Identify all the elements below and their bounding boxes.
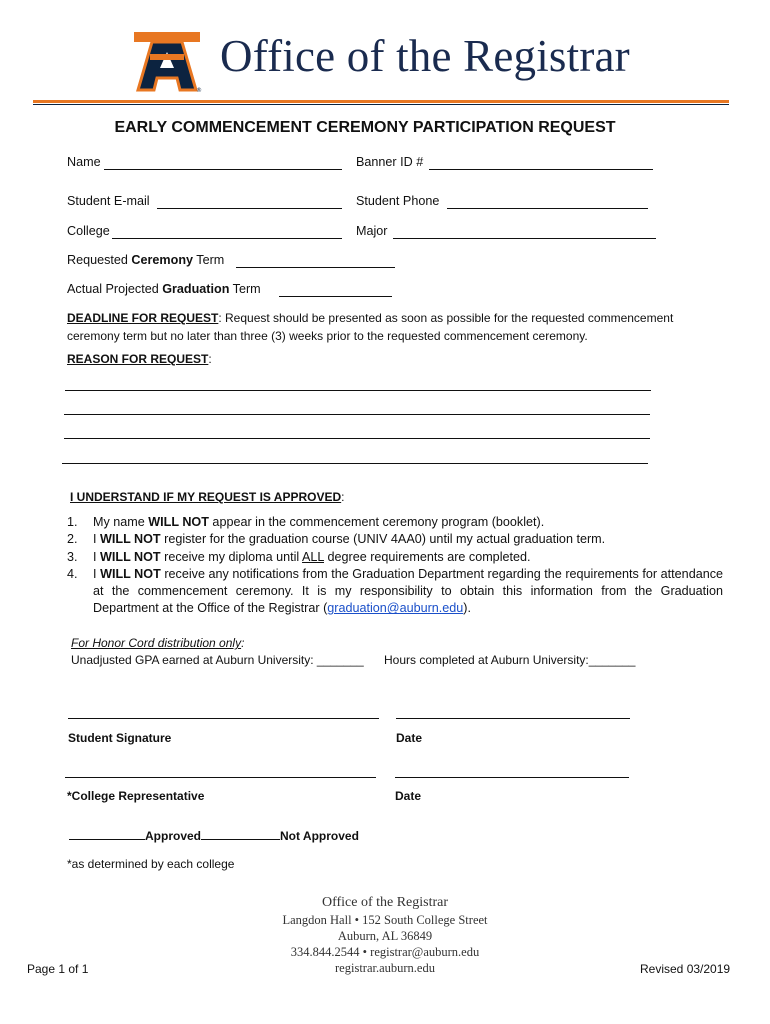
- list-item: 2. I WILL NOT register for the graduation course (UNIV 4AA0) until my actual graduation term.: [67, 532, 606, 547]
- not-approved-blank[interactable]: [201, 827, 280, 840]
- office-title: Office of the Registrar: [220, 31, 630, 81]
- hours-field[interactable]: Hours completed at Auburn University:_______: [384, 653, 636, 667]
- requested-term-label: Requested Ceremony Term: [67, 253, 225, 267]
- revised-date: Revised 03/2019: [640, 962, 731, 976]
- not-approved-label: Not Approved: [280, 829, 359, 843]
- banner-id-label: Banner ID #: [356, 155, 424, 169]
- form-title: EARLY COMMENCEMENT CEREMONY PARTICIPATION REQUEST: [114, 119, 616, 136]
- understand-list: [67, 514, 723, 618]
- banner-id-field[interactable]: [429, 169, 653, 170]
- auburn-logo: [130, 30, 204, 94]
- deadline-text: : Request should be presented as soon as possible for the requested commencement ceremony term but no later than three (3) weeks prior to the requested commencement ceremony.: [67, 311, 674, 343]
- list-item: 4. I WILL NOT receive any notifications from the Graduation Department regarding the requirements for attendance at the commencement ceremony. It is my responsibility to obtain this information from the Graduation Department at the Office of the Registrar (graduation@auburn.edu).: [67, 566, 724, 616]
- list-item: 1. My name WILL NOT appear in the commencement ceremony program (booklet).: [67, 515, 545, 529]
- graduation-email-link[interactable]: graduation@auburn.edu: [327, 601, 464, 616]
- reason-line-4[interactable]: [62, 463, 648, 464]
- footer-contact: 334.844.2544 • registrar@auburn.edu: [290, 945, 480, 959]
- reason-line-3[interactable]: [64, 438, 650, 439]
- deadline-paragraph: [67, 310, 707, 345]
- date-label-1: Date: [396, 731, 423, 745]
- list-item: 3. I WILL NOT receive my diploma until ALL degree requirements are completed.: [67, 549, 531, 564]
- major-field[interactable]: [393, 238, 656, 239]
- svg-text:®: ®: [196, 87, 202, 94]
- approval-row: [69, 827, 359, 843]
- footer-address1: Langdon Hall • 152 South College Street: [282, 913, 488, 927]
- college-label: College: [67, 224, 110, 238]
- student-email-field[interactable]: [157, 208, 342, 209]
- footer-office: Office of the Registrar: [321, 895, 449, 910]
- approved-blank[interactable]: [69, 827, 145, 840]
- approved-label: Approved: [145, 829, 202, 843]
- footer-address2: Auburn, AL 36849: [337, 929, 433, 943]
- page-number: Page 1 of 1: [27, 962, 89, 976]
- student-signature-line[interactable]: [68, 718, 379, 719]
- date-label-2: Date: [395, 789, 422, 803]
- understand-label: I UNDERSTAND IF MY REQUEST IS APPROVED:: [70, 490, 345, 504]
- honor-cord-label: For Honor Cord distribution only:: [71, 636, 245, 650]
- deadline-label: DEADLINE FOR REQUEST: [67, 311, 219, 325]
- date-line-1[interactable]: [396, 718, 630, 719]
- name-label: Name: [67, 155, 101, 169]
- reason-line-2[interactable]: [64, 414, 650, 415]
- student-phone-field[interactable]: [447, 208, 648, 209]
- name-field[interactable]: [104, 169, 342, 170]
- reason-label: REASON FOR REQUEST:: [67, 352, 212, 366]
- requested-term-field[interactable]: [236, 267, 395, 268]
- college-rep-line[interactable]: [65, 777, 376, 778]
- gpa-field[interactable]: Unadjusted GPA earned at Auburn University: _______: [71, 653, 364, 667]
- projected-term-field[interactable]: [279, 296, 392, 297]
- reason-line-1[interactable]: [65, 390, 651, 391]
- footnote: *as determined by each college: [67, 857, 235, 871]
- footer-website[interactable]: registrar.auburn.edu: [335, 961, 435, 975]
- student-phone-label: Student Phone: [356, 194, 440, 208]
- date-line-2[interactable]: [395, 777, 629, 778]
- college-field[interactable]: [112, 238, 342, 239]
- projected-term-label: Actual Projected Graduation Term: [67, 282, 261, 296]
- major-label: Major: [356, 224, 388, 238]
- header-rule-orange: [33, 100, 729, 103]
- student-email-label: Student E-mail: [67, 194, 150, 208]
- header-rule-navy: [33, 104, 729, 105]
- student-signature-label: Student Signature: [68, 731, 172, 745]
- college-rep-label: *College Representative: [67, 789, 205, 803]
